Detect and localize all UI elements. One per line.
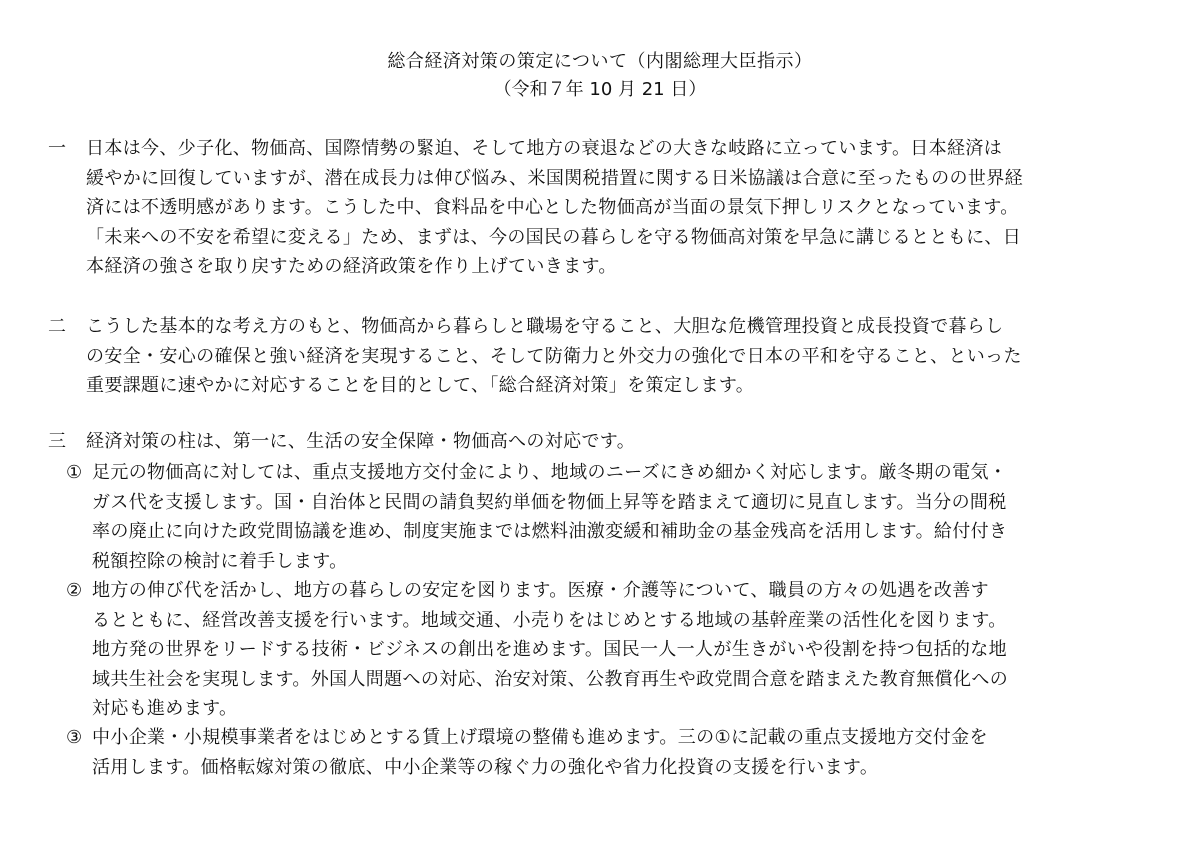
section-body	[86, 312, 1158, 401]
item-line: 活用します。価格転嫁対策の徹底、中小企業等の稼ぐ力の強化や省力化投資の支援を行います。	[92, 756, 879, 778]
document-date: （令和７年 10 月 21 日）	[493, 79, 707, 100]
item-line: 税額控除の検討に着手します。	[92, 550, 348, 572]
document-title: 総合経済対策の策定について（内閣総理大臣指示）	[387, 51, 813, 72]
item-line: 地方発の世界をリードする技術・ビジネスの創出を進めます。国民一人一人が生きがいや役割を持つ包括的な地	[92, 639, 1007, 660]
section-line: 「未来への不安を希望に変える」ため、まずは、今の国民の暮らしを守る物価高対策を早急に講じるとともに、日	[86, 226, 1022, 248]
section-line: 日本は今、少子化、物価高、国際情勢の緊迫、そして地方の衰退などの大きな岐路に立っています。日本経済は	[86, 138, 1003, 159]
item-1	[66, 458, 1158, 576]
section-1	[48, 134, 1158, 282]
section-line: こうした基本的な考え方のもと、物価高から暮らしと職場を守ること、大胆な危機管理投資と成長投資で暮らし	[86, 316, 1004, 337]
item-mark: ③	[66, 727, 83, 748]
section-number: 二	[48, 316, 67, 337]
section-line: 本経済の強さを取り戻すための経済政策を作り上げていきます。	[86, 256, 617, 277]
section-line: 重要課題に速やかに対応することを目的として、「総合経済対策」を策定します。	[86, 375, 755, 396]
item-line: 足元の物価高に対しては、重点支援地方交付金により、地域のニーズにきめ細かく対応します。厳冬期の電気・	[92, 462, 1008, 483]
section-3	[48, 427, 1158, 457]
section-number: 三	[48, 431, 67, 452]
item-body	[92, 458, 1158, 576]
item-line: るとともに、経営改善支援を行います。地域交通、小売りをはじめとする地域の基幹産業の活性化を図ります。	[92, 609, 1007, 631]
item-mark: ②	[66, 580, 83, 601]
item-3	[66, 723, 1158, 782]
item-2	[66, 576, 1158, 724]
item-mark: ①	[66, 462, 83, 483]
item-line: ガス代を支援します。国・自治体と民間の請負契約単価を物価上昇等を踏まえて適切に見直します。当分の間税	[92, 491, 1007, 513]
section-body	[86, 427, 1158, 457]
section-line: の安全・安心の確保と強い経済を実現すること、そして防衛力と外交力の強化で日本の平和を守ること、といった	[86, 345, 1022, 367]
item-line: 地方の伸び代を活かし、地方の暮らしの安定を図ります。医療・介護等について、職員の方々の処遇を改善す	[92, 580, 989, 601]
section-line: 緩やかに回復していますが、潜在成長力は伸び悩み、米国関税措置に関する日米協議は合意に至ったものの世界経	[86, 167, 1023, 189]
section-2	[48, 312, 1158, 401]
item-body	[92, 723, 1158, 782]
item-line: 中小企業・小規模事業者をはじめとする賃上げ環境の整備も進めます。三の①に記載の重点支援地方交付金を	[92, 727, 988, 748]
item-line: 率の廃止に向けた政党間協議を進め、制度実施までは燃料油激変緩和補助金の基金残高を活用します。給付付き	[92, 521, 1008, 542]
item-body	[92, 576, 1158, 724]
section-line: 済には不透明感があります。こうした中、食料品を中心とした物価高が当面の景気下押しリスクとなっています。	[86, 197, 1019, 218]
item-line: 域共生社会を実現します。外国人問題への対応、治安対策、公教育再生や政党間合意を踏まえた教育無償化への	[92, 668, 1009, 690]
section-line: 経済対策の柱は、第一に、生活の安全保障・物価高への対応です。	[86, 431, 636, 452]
section-body	[86, 134, 1158, 282]
item-line: 対応も進めます。	[92, 698, 238, 719]
section-number: 一	[48, 138, 67, 159]
